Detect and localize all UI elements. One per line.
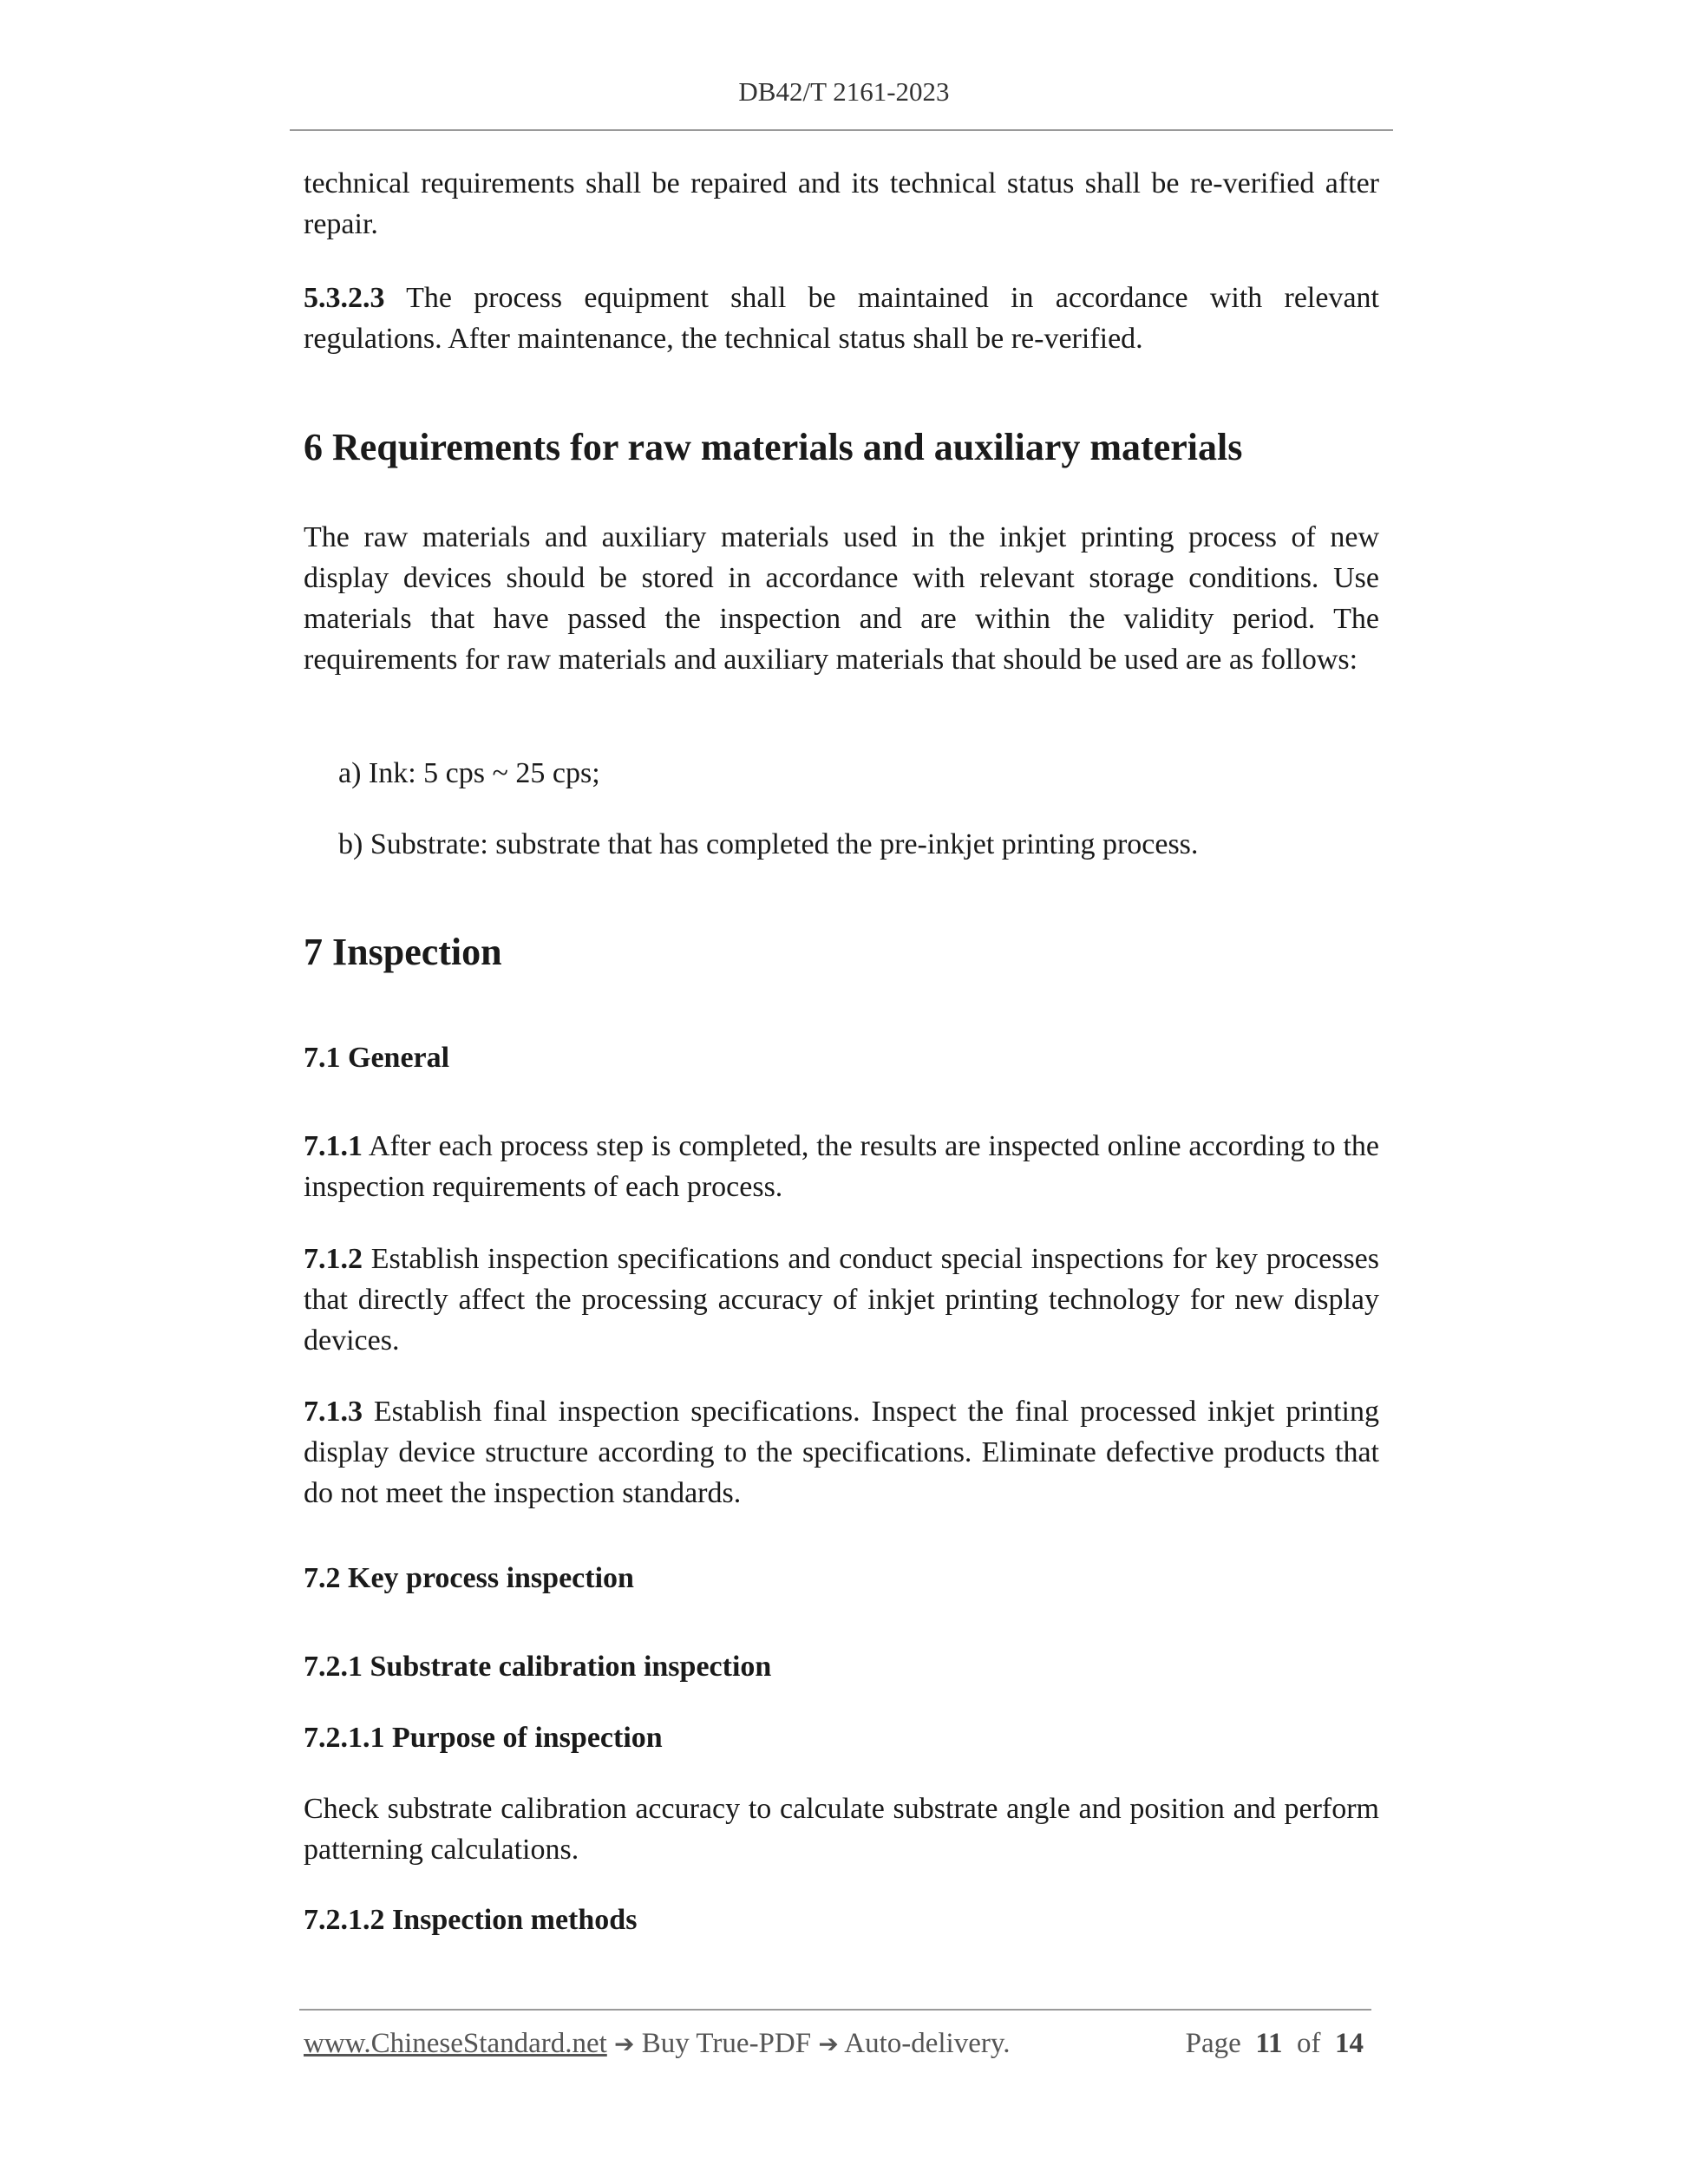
clause-number: 7.1.3	[304, 1396, 363, 1428]
clause-7-1-1	[304, 1126, 1379, 1207]
page-current: 11	[1255, 2028, 1283, 2059]
section-7-1-heading: 7.1 General	[304, 1042, 450, 1074]
buy-true-pdf-text: Buy True-PDF	[641, 2028, 812, 2059]
list-item-ink: a) Ink: 5 cps ~ 25 cps;	[338, 757, 600, 789]
section-6-heading: 6 Requirements for raw materials and auxiliary materials	[304, 426, 1243, 468]
header-divider	[290, 129, 1393, 131]
section-7-2-1-1-paragraph: Check substrate calibration accuracy to calculate substrate angle and position and perform patterning calculations.	[304, 1793, 1379, 1866]
clause-7-1-3	[304, 1391, 1379, 1514]
section-7-2-heading: 7.2 Key process inspection	[304, 1562, 634, 1594]
clause-number: 7.1.1	[304, 1130, 363, 1162]
document-code-header: DB42/T 2161-2023	[738, 76, 950, 107]
footer-divider	[299, 2009, 1371, 2011]
section-7-heading: 7 Inspection	[304, 931, 502, 973]
clause-text: After each process step is completed, the results are inspected online according to the inspection requirements of each process.	[304, 1130, 1379, 1203]
arrow-right-icon: ➔	[614, 2030, 635, 2058]
clause-number: 5.3.2.3	[304, 282, 385, 314]
section-7-2-1-1-heading: 7.2.1.1 Purpose of inspection	[304, 1722, 663, 1754]
auto-delivery-text: Auto-delivery.	[844, 2028, 1011, 2059]
clause-text: The process equipment shall be maintained in accordance with relevant regulations. After maintenance, the technical status shall be re-verified.	[304, 282, 1379, 355]
clause-7-1-2	[304, 1239, 1379, 1361]
arrow-right-icon: ➔	[818, 2030, 839, 2058]
section-7-2-1-2-heading: 7.2.1.2 Inspection methods	[304, 1904, 638, 1936]
page-of-label: of	[1297, 2028, 1321, 2059]
page-label: Page	[1185, 2028, 1241, 2059]
clause-text: Establish inspection specifications and conduct special inspections for key processes that directly affect the processing accuracy of inkjet printing technology for new display devices.	[304, 1243, 1379, 1357]
clause-text: Establish final inspection specifications. Inspect the final processed inkjet printing display device structure according to the specifications. Eliminate defective products that do not meet the inspection standards.	[304, 1396, 1380, 1509]
footer-promo	[304, 2028, 1010, 2060]
clause-number: 7.1.2	[304, 1243, 363, 1275]
clause-5-3-2-3	[304, 278, 1379, 359]
page-total: 14	[1335, 2028, 1364, 2059]
section-7-2-1-heading: 7.2.1 Substrate calibration inspection	[304, 1651, 772, 1683]
chinesestandard-link[interactable]: www.ChineseStandard.net	[304, 2028, 607, 2059]
continued-paragraph: technical requirements shall be repaired and its technical status shall be re-verified after repair.	[304, 167, 1379, 240]
page-number	[1186, 2028, 1364, 2060]
list-item-substrate: b) Substrate: substrate that has completed the pre-inkjet printing process.	[338, 828, 1199, 860]
section-6-paragraph: The raw materials and auxiliary materials used in the inkjet printing process of new display devices should be stored in accordance with relevant storage conditions. Use materials that have passed the inspection and are within the validity period. The requirements for raw materials and auxiliary materials that should be used are as follows:	[304, 521, 1379, 676]
